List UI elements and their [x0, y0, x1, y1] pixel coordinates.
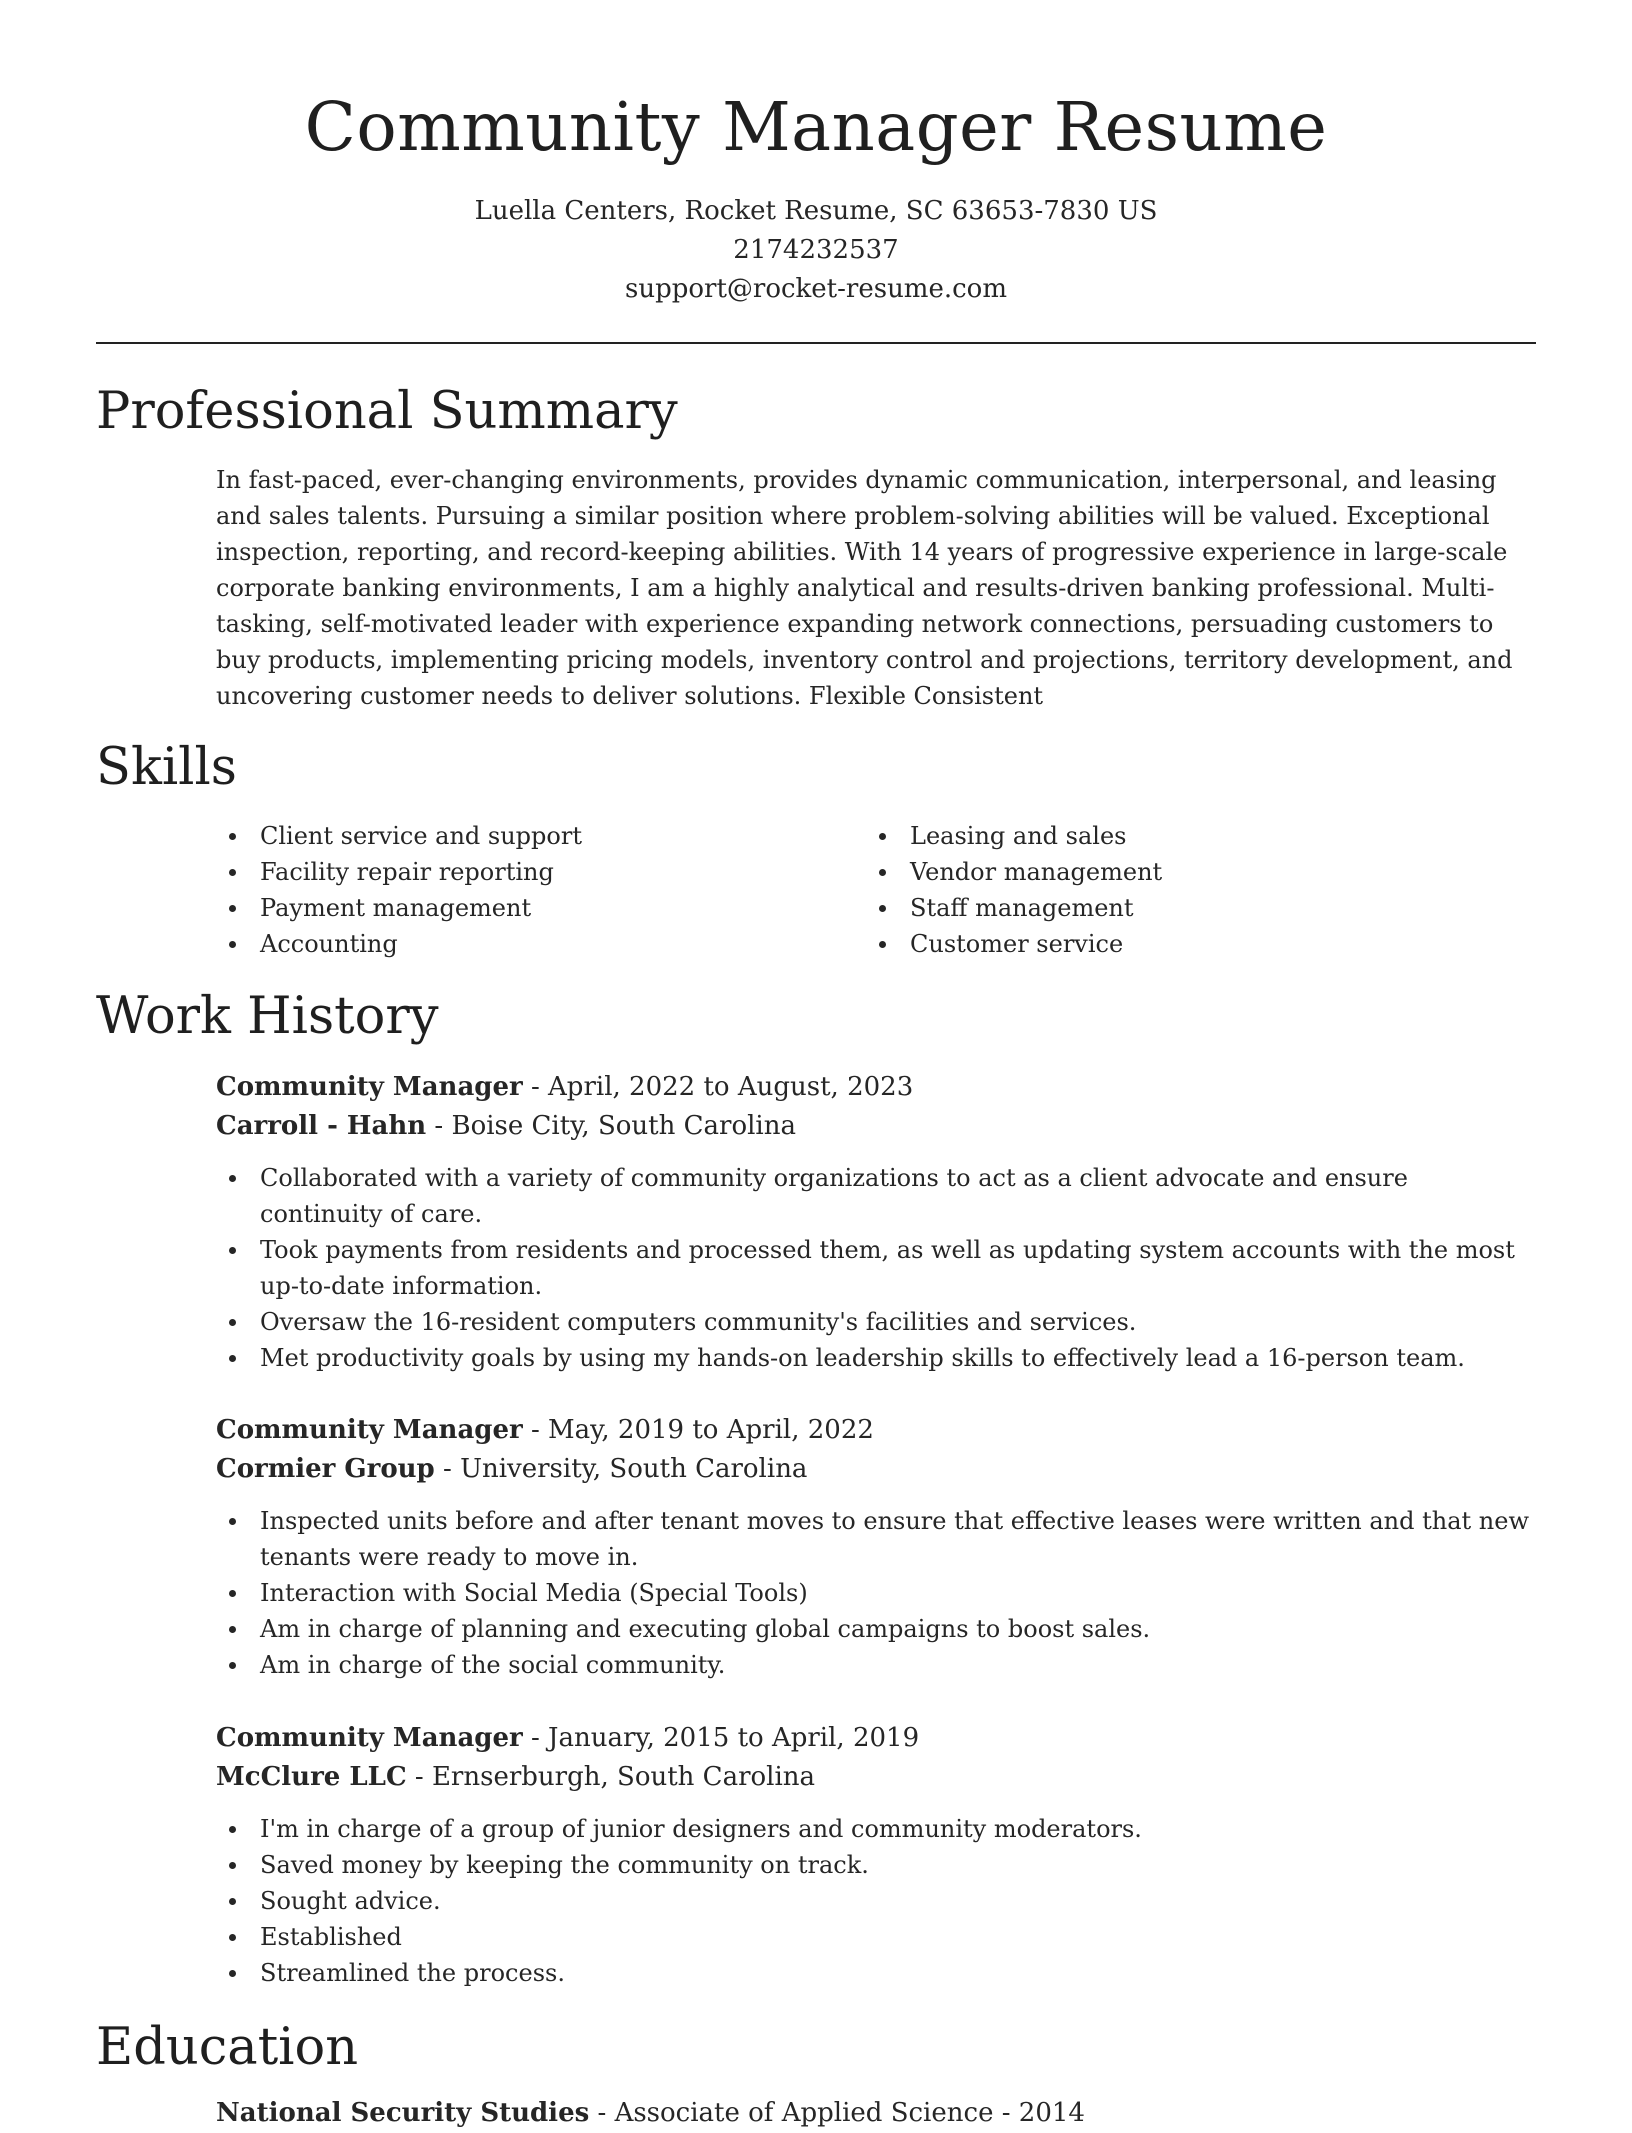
job-location: - University, South Carolina [434, 1454, 808, 1484]
skill-item: Leasing and sales [866, 818, 1486, 854]
job-bullet: Am in charge of planning and executing global campaigns to boost sales. [216, 1611, 1536, 1647]
job-company: Carroll - Hahn [216, 1111, 427, 1141]
skills-list-right [866, 818, 1486, 962]
skills-list-left [216, 818, 836, 962]
skill-item: Client service and support [216, 818, 836, 854]
job-bullet: Collaborated with a variety of community organizations to act as a client advocate and ensure continuity of care. [216, 1160, 1536, 1232]
job-bullets [216, 1503, 1536, 1683]
job-bullet: Met productivity goals by using my hands-on leadership skills to effectively lead a 16-person team. [216, 1340, 1536, 1376]
job-location: - Ernserburgh, South Carolina [406, 1762, 816, 1792]
job-bullet: Inspected units before and after tenant moves to ensure that effective leases were written and that new tenants were ready to move in. [216, 1503, 1536, 1575]
job-bullet: Oversaw the 16-resident computers community's facilities and services. [216, 1304, 1536, 1340]
summary-text: In fast-paced, ever-changing environments, provides dynamic communication, interpersonal, and leasing and sales talents. Pursuing a similar position where problem-solving abilities will be valued. Exceptional inspection, reporting, and record-keeping abilities. With 14 years of progressive experience in large-scale corporate banking environments, I am a highly analytical and results-driven banking professional. Multi-tasking, self-motivated leader with experience expanding network connections, persuading customers to buy products, implementing pricing models, inventory control and projections, territory development, and uncovering customer needs to deliver solutions. Flexible Consistent [216, 466, 1513, 710]
skill-item: Staff management [866, 890, 1486, 926]
header-divider [96, 342, 1536, 344]
education-school: National Security Studies [216, 2098, 590, 2128]
job-entry [216, 1411, 1536, 1683]
job-bullet: Saved money by keeping the community on track. [216, 1847, 1536, 1883]
job-bullet: Took payments from residents and processed them, as well as updating system accounts with the most up-to-date information. [216, 1232, 1536, 1304]
education-degree: - Associate of Applied Science - 2014 [589, 2098, 1085, 2128]
contact-info [0, 192, 1632, 309]
contact-address: Luella Centers, Rocket Resume, SC 63653-7830 US [474, 196, 1158, 226]
job-entry [216, 1068, 1536, 1376]
job-dates: - May, 2019 to April, 2022 [522, 1415, 874, 1445]
job-bullets [216, 1160, 1536, 1376]
skill-item: Customer service [866, 926, 1486, 962]
resume-title: Community Manager Resume [304, 88, 1328, 166]
job-company: Cormier Group [216, 1454, 435, 1484]
job-bullet: Interaction with Social Media (Special Tools) [216, 1575, 1536, 1611]
section-title-skills: Skills [96, 738, 237, 797]
skill-item: Accounting [216, 926, 836, 962]
job-title: Community Manager [216, 1723, 523, 1753]
skill-item: Facility repair reporting [216, 854, 836, 890]
job-title-line [216, 1719, 1536, 1758]
job-bullet: Established [216, 1919, 1536, 1955]
section-title-summary: Professional Summary [96, 382, 678, 441]
contact-phone: 2174232537 [733, 235, 899, 265]
job-title: Community Manager [216, 1072, 523, 1102]
job-bullets [216, 1811, 1536, 1991]
job-title-line [216, 1411, 1536, 1450]
section-title-education: Education [96, 2018, 359, 2077]
job-bullet: Sought advice. [216, 1883, 1536, 1919]
skill-item: Vendor management [866, 854, 1486, 890]
job-company-line [216, 1107, 1536, 1146]
skill-item: Payment management [216, 890, 836, 926]
contact-email: support@rocket-resume.com [624, 274, 1007, 304]
job-entry [216, 1719, 1536, 1991]
job-dates: - January, 2015 to April, 2019 [522, 1723, 920, 1753]
section-title-work-history: Work History [96, 987, 439, 1046]
job-dates: - April, 2022 to August, 2023 [522, 1072, 914, 1102]
job-bullet: I'm in charge of a group of junior designers and community moderators. [216, 1811, 1536, 1847]
job-bullet: Am in charge of the social community. [216, 1647, 1536, 1683]
job-bullet: Streamlined the process. [216, 1955, 1536, 1991]
job-company: McClure LLC [216, 1762, 407, 1792]
job-title: Community Manager [216, 1415, 523, 1445]
education-entry [216, 2094, 1085, 2133]
job-location: - Boise City, South Carolina [426, 1111, 796, 1141]
job-title-line [216, 1068, 1536, 1107]
job-company-line [216, 1450, 1536, 1489]
job-company-line [216, 1758, 1536, 1797]
